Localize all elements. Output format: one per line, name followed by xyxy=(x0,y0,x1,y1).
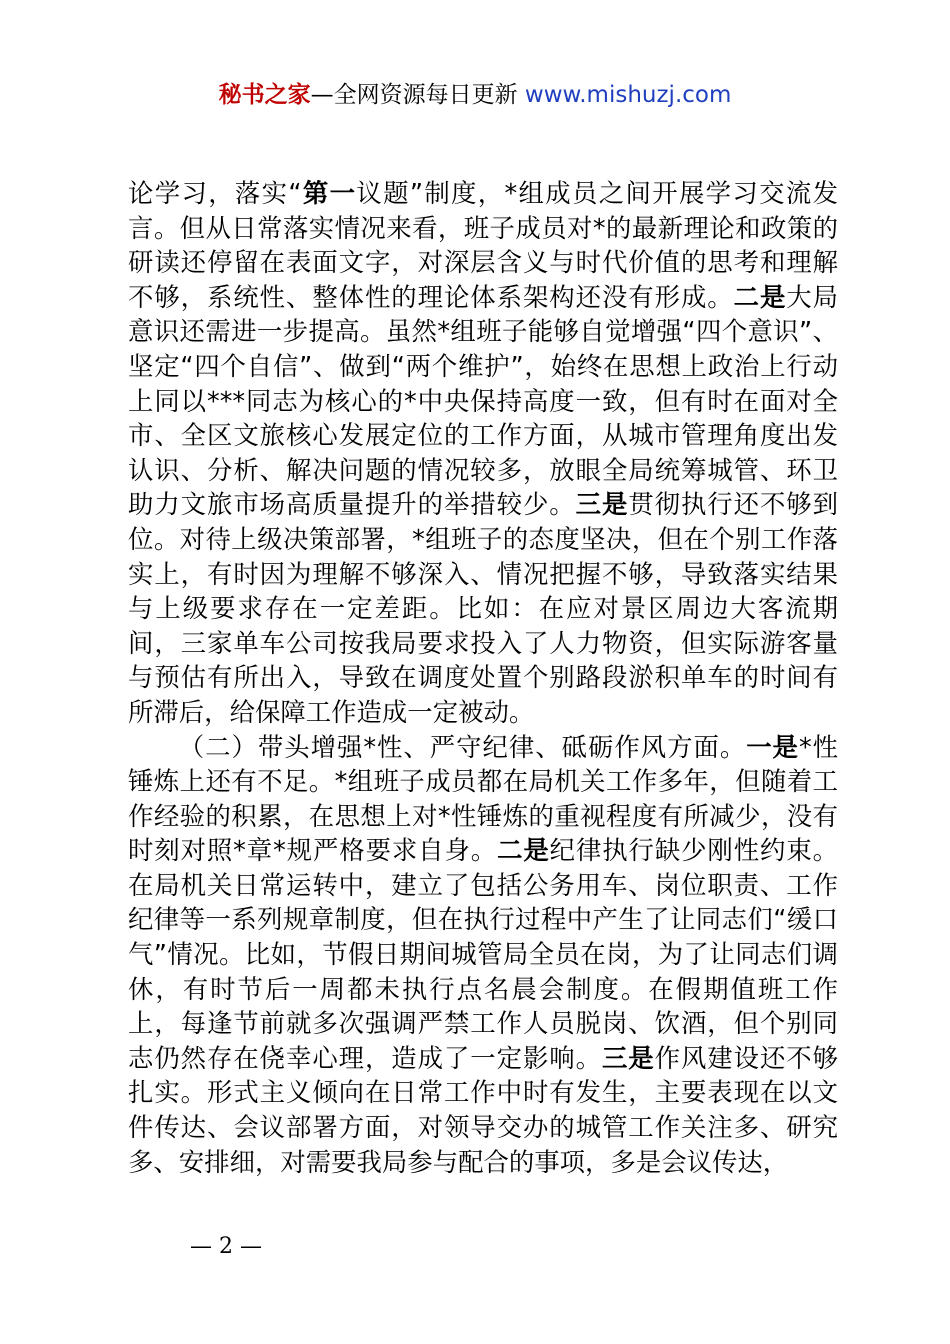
paragraph-2-bold-3: 三是 xyxy=(601,1042,655,1073)
paragraph-2-bold-1: 一是 xyxy=(746,731,799,762)
paragraph-1-bold-2: 二是 xyxy=(733,281,787,312)
document-body xyxy=(128,176,838,1179)
page-number: — 2 — xyxy=(190,1234,262,1259)
site-header xyxy=(0,78,950,112)
paragraph-2-text-4: 作风建设还不够扎实。形式主义倾向在日常工作中时有发生，主要表现在以文件传达、会议部署方面，对领导交办的城管工作关注多、研究多、安排细，对需要我局参与配合的事项，多是会议传达， xyxy=(128,1042,839,1177)
brand-name: 秘书之家 xyxy=(218,82,311,108)
site-url-link[interactable]: www.mishuzj.com xyxy=(524,82,732,108)
paragraph-2-text-2: *性锤炼上还有不足。*组班子成员都在局机关工作多年，但随着工作经验的积累，在思想上对*性锤炼的重视程度有所减少，没有时刻对照*章*规严格要求自身。 xyxy=(128,731,839,866)
paragraph-1-text-4: 贯彻执行还不够到位。对待上级决策部署，*组班子的态度坚决，但在个别工作落实上，有时因为理解不够深入、情况把握不够，导致落实结果与上级要求存在一定差距。比如：在应对景区周边大客流期间，三家单车公司按我局要求投入了人力物资，但实际游客量与预估有所出入，导致在调度处置个别路段淤积单车的时间有所滞后，给保障工作造成一定被动。 xyxy=(128,489,839,727)
paragraph-1-text-2: 议题”制度，*组成员之间开展学习交流发言。但从日常落实情况来看，班子成员对*的最新理论和政策的研读还停留在表面文字，对深层含义与时代价值的思考和理解不够，系统性、整体性的理论体系架构还没有形成。 xyxy=(128,178,838,312)
paragraph-1-bold-1: 第一 xyxy=(301,178,357,208)
paragraph-2-text-1: （二）带头增强*性、严守纪律、砥砺作风方面。 xyxy=(178,731,747,762)
header-tagline: —全网资源每日更新 xyxy=(310,82,525,108)
paragraph-1-bold-3: 三是 xyxy=(575,489,629,520)
paragraph-2-text-3: 纪律执行缺少刚性约束。在局机关日常运转中，建立了包括公务用车、岗位职责、工作纪律等一系列规章制度，但在执行过程中产生了让同志们“缓口气”情况。比如，节假日期间城管局全员在岗，为了让同志们调休，有时节后一周都未执行点名晨会制度。在假期值班工作上，每逢节前就多次强调严禁工作人员脱岗、饮酒，但个别同志仍然存在侥幸心理，造成了一定影响。 xyxy=(128,835,839,1073)
paragraph-1-text-1: 论学习，落实“ xyxy=(128,178,302,208)
paragraph-1-text-3: 大局意识还需进一步提高。虽然*组班子能够自觉增强“四个意识”、坚定“四个自信”、做到“两个维护”，始终在思想上政治上行动上同以***同志为核心的*中央保持高度一致，但有时在面对全市、全区文旅核心发展定位的工作方面，从城市管理角度出发认识、分析、解决问题的情况较多，放眼全局统筹城管、环卫助力文旅市场高质量提升的举措较少。 xyxy=(128,281,839,520)
paragraph-2 xyxy=(128,730,838,1180)
paragraph-1 xyxy=(128,176,838,730)
paragraph-2-bold-2: 二是 xyxy=(497,835,550,866)
